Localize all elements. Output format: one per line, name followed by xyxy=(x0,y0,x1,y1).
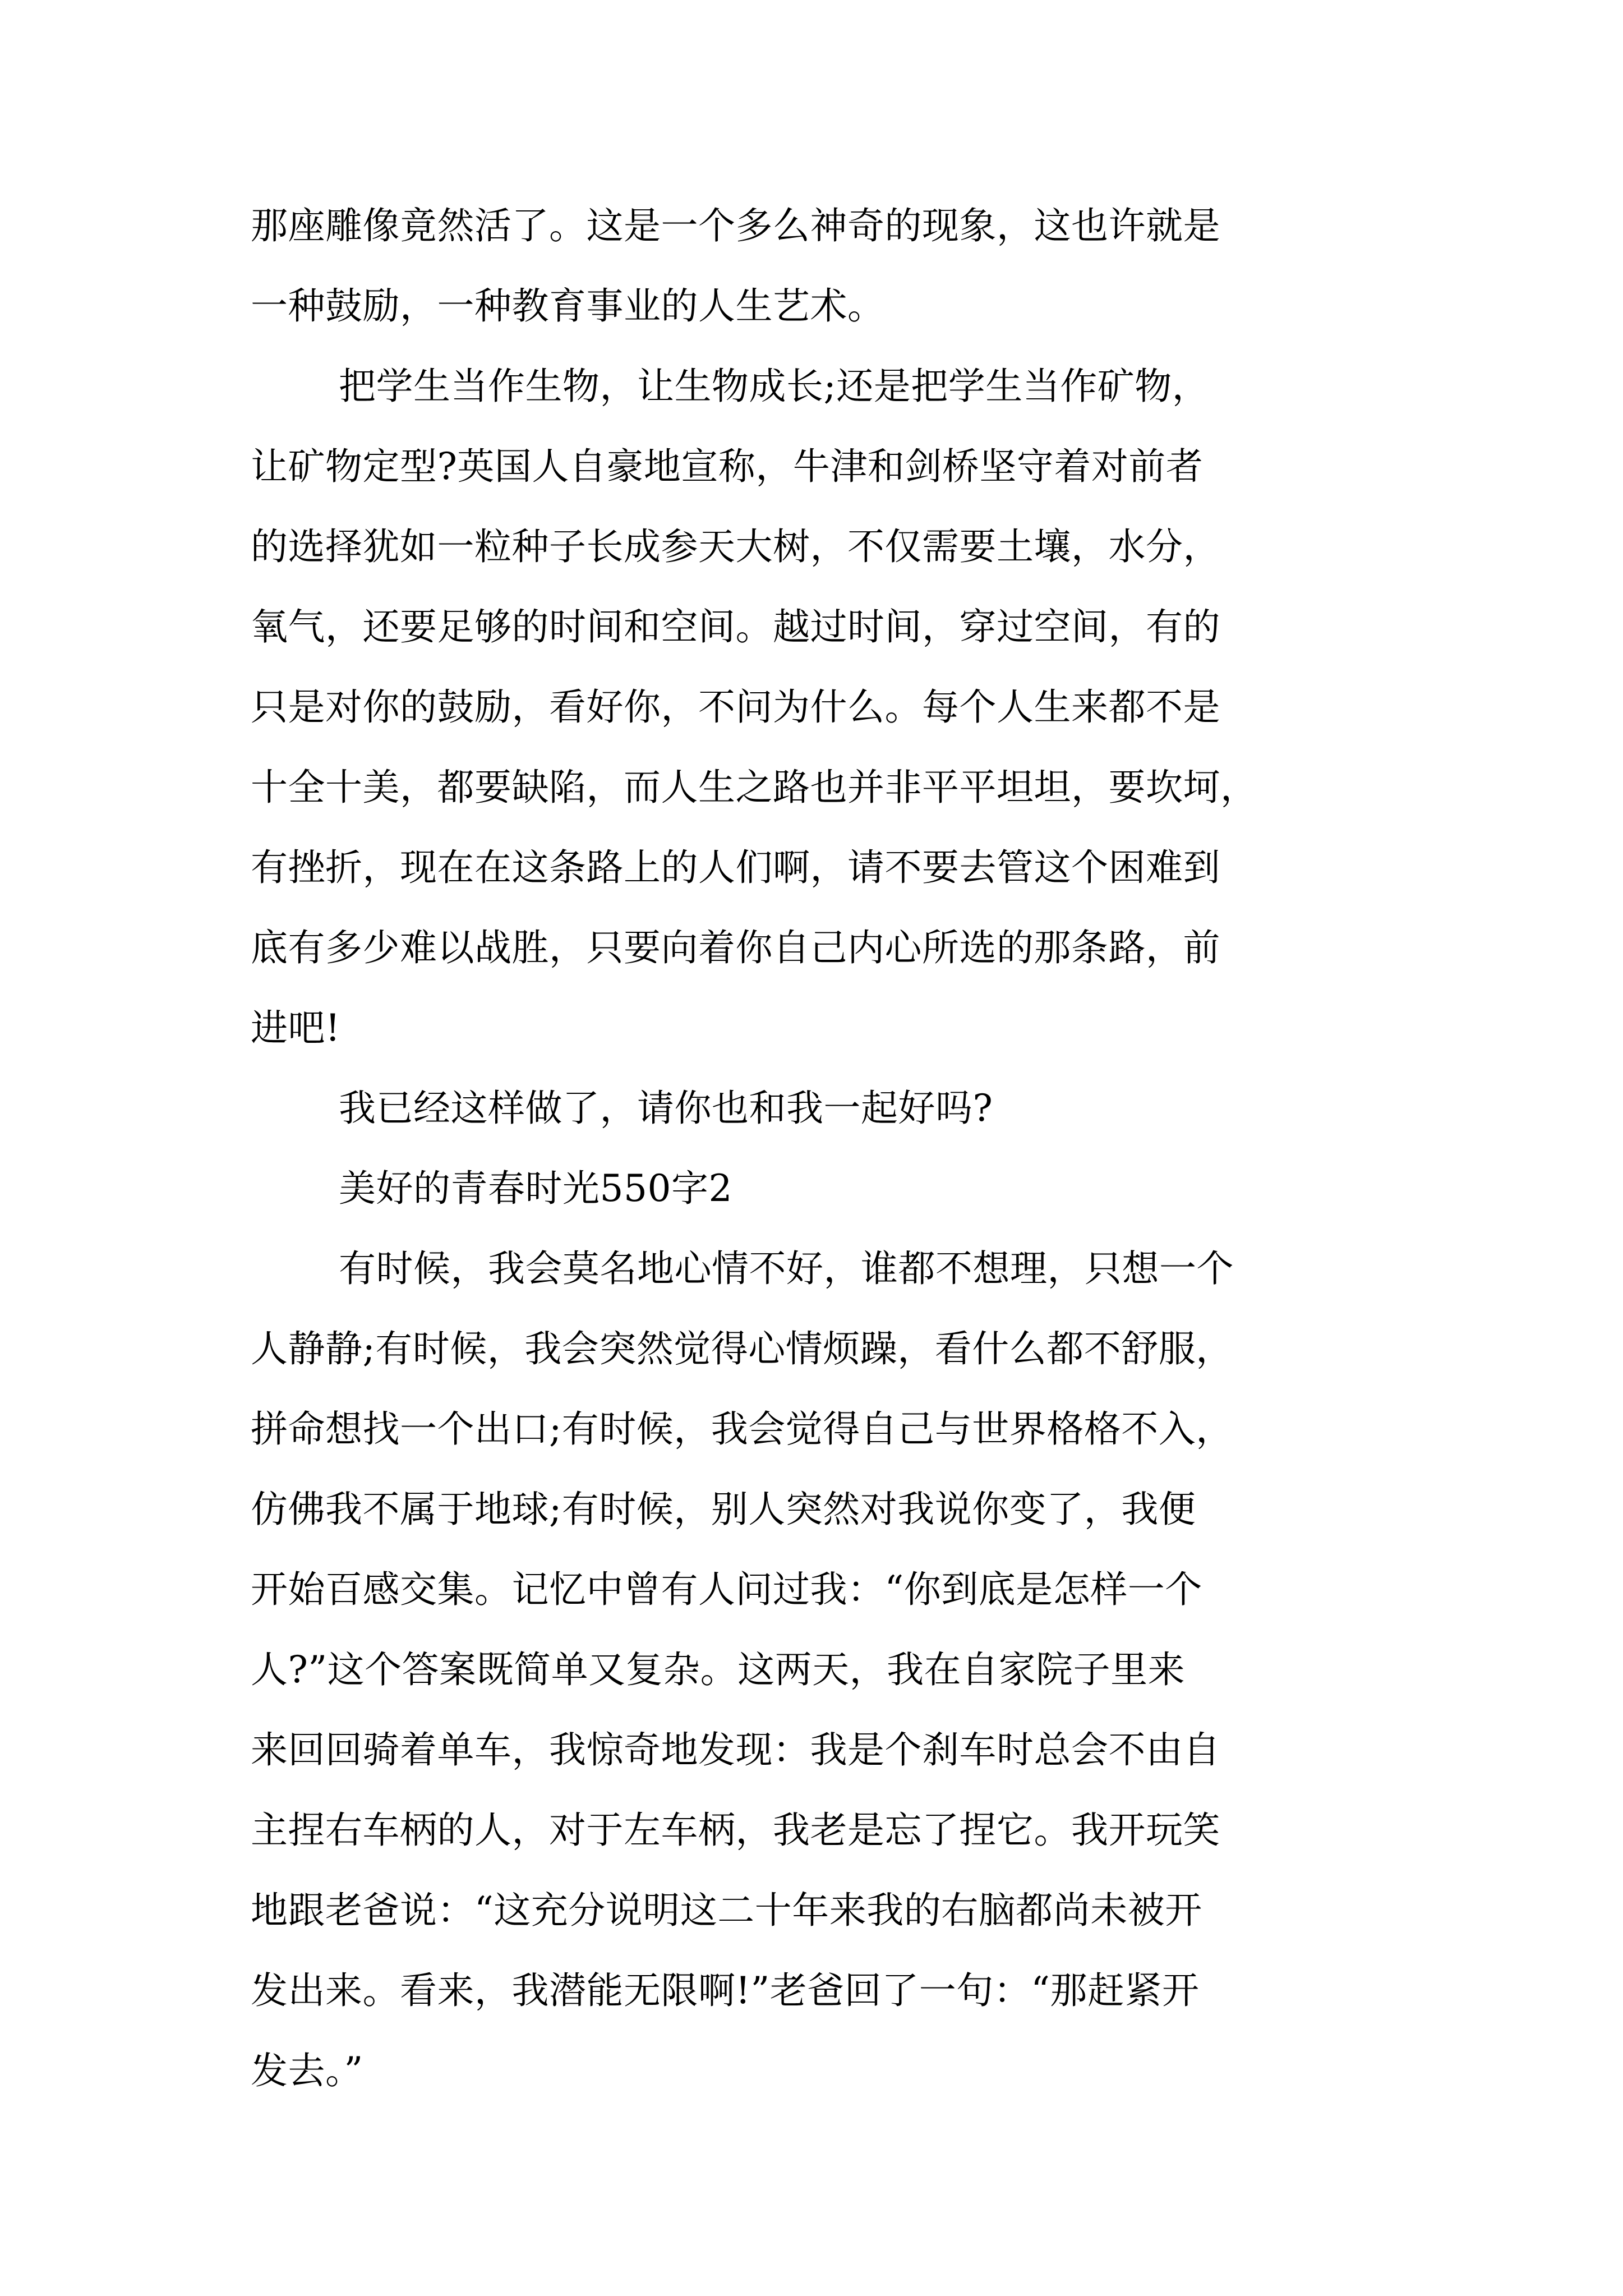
text-line: 氧气，还要足够的时间和空间。越过时间，穿过空间，有的 xyxy=(251,605,1220,648)
text-line: 开始百感交集。记忆中曾有人问过我：“你到底是怎样一个 xyxy=(251,1568,1202,1611)
text-line: 的选择犹如一粒种子长成参天大树，不仅需要土壤，水分， xyxy=(251,525,1220,568)
text-line: 只是对你的鼓励，看好你，不问为什么。每个人生来都不是 xyxy=(251,685,1220,729)
text-line: 那座雕像竟然活了。这是一个多么神奇的现象，这也许就是 xyxy=(251,204,1220,247)
text-line: 进吧! xyxy=(251,1006,341,1050)
paragraph-first-line: 我已经这样做了，请你也和我一起好吗? xyxy=(339,1087,993,1130)
text-line: 仿佛我不属于地球;有时候，别人突然对我说你变了，我便 xyxy=(251,1488,1196,1531)
text-line: 来回回骑着单车，我惊奇地发现：我是个刹车时总会不由自 xyxy=(251,1728,1220,1772)
section-heading: 美好的青春时光550字2 xyxy=(339,1167,732,1210)
text-line: 主捏右车柄的人，对于左车柄，我老是忘了捏它。我开玩笑 xyxy=(251,1809,1220,1852)
text-line: 发出来。看来，我潜能无限啊!”老爸回了一句：“那赶紧开 xyxy=(251,1969,1200,2012)
text-line: 人静静;有时候，我会突然觉得心情烦躁，看什么都不舒服， xyxy=(251,1327,1233,1370)
text-line: 底有多少难以战胜，只要向着你自己内心所选的那条路，前 xyxy=(251,926,1220,969)
paragraph-first-line: 把学生当作生物，让生物成长;还是把学生当作矿物， xyxy=(339,365,1210,408)
text-line: 地跟老爸说：“这充分说明这二十年来我的右脑都尚未被开 xyxy=(251,1889,1202,1932)
text-line: 拼命想找一个出口;有时候，我会觉得自己与世界格格不入， xyxy=(251,1407,1233,1451)
text-line: 有挫折，现在在这条路上的人们啊，请不要去管这个困难到 xyxy=(251,846,1220,889)
text-line: 发去。” xyxy=(251,2049,363,2092)
text-line: 人?”这个答案既简单又复杂。这两天，我在自家院子里来 xyxy=(251,1648,1186,1691)
text-line: 十全十美，都要缺陷，而人生之路也并非平平坦坦，要坎坷， xyxy=(251,766,1258,809)
text-line: 让矿物定型?英国人自豪地宣称，牛津和剑桥坚守着对前者 xyxy=(251,445,1204,488)
text-line: 一种鼓励，一种教育事业的人生艺术。 xyxy=(251,284,885,328)
paragraph-first-line: 有时候，我会莫名地心情不好，谁都不想理，只想一个 xyxy=(339,1247,1234,1290)
